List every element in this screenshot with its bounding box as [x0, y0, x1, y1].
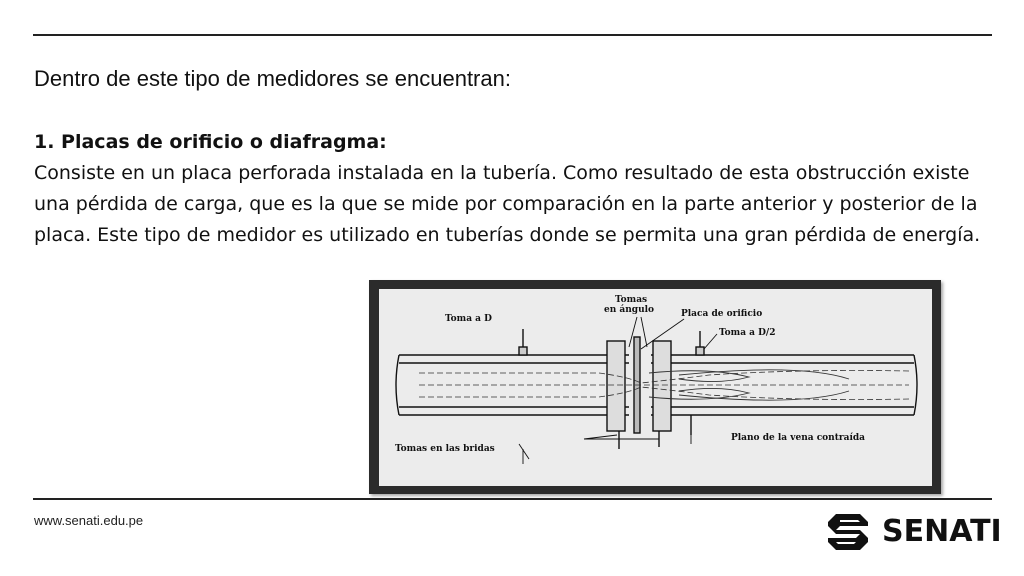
label-toma-d2: Toma a D/2: [719, 328, 776, 338]
senati-logo-icon: [826, 512, 870, 552]
section-paragraph: Consiste en un placa perforada instalada en la tubería. Como resultado de esta obstrucción existe una pérdida de carga, que es la que se mide por comparación en la parte anterior y posterior de la placa. Este tipo de medidor es utilizado en tuberías donde se permita una gran pérdida de energía.: [34, 162, 981, 246]
content-block: [34, 127, 984, 251]
orifice-plate-diagram: [379, 289, 932, 486]
label-tomas-bridas: Tomas en las bridas: [395, 444, 495, 454]
slide-subtitle: Dentro de este tipo de medidores se encuentran:: [34, 66, 511, 91]
orifice-plate-figure: [369, 280, 941, 494]
label-en-angulo: en ángulo: [604, 305, 655, 315]
label-plano-vena: Plano de la vena contraída: [731, 433, 865, 443]
figure-diagram: [379, 289, 932, 486]
top-divider: [33, 34, 992, 36]
label-tomas: Tomas: [615, 295, 648, 305]
footer-url: www.senati.edu.pe: [34, 513, 144, 528]
label-toma-d: Toma a D: [445, 314, 492, 324]
senati-logo: [826, 512, 1002, 552]
label-placa-orificio: Placa de orificio: [681, 309, 763, 319]
bottom-divider: [33, 498, 992, 500]
senati-logo-text: SENATI: [882, 514, 1002, 549]
section-title: 1. Placas de orificio o diafragma:: [34, 131, 387, 153]
